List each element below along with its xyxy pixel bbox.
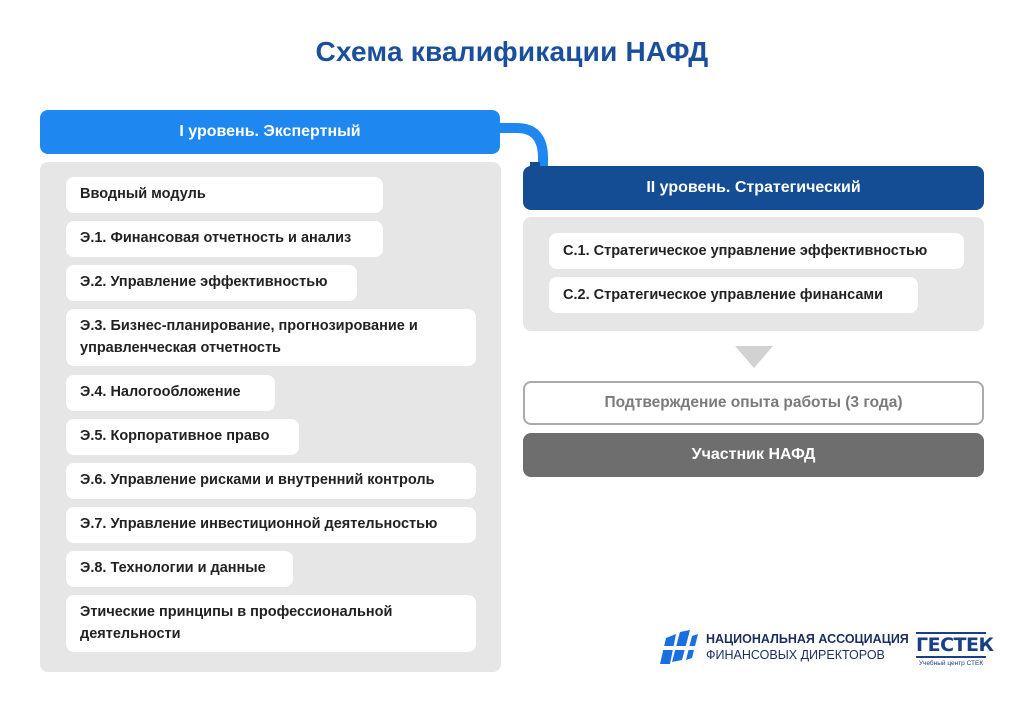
nafd-name-line1: НАЦИОНАЛЬНАЯ АССОЦИАЦИЯ xyxy=(706,632,909,647)
module-e3: Э.3. Бизнес-планирование, прогнозирование и управленческая отчетность xyxy=(66,309,476,366)
module-e1: Э.1. Финансовая отчетность и анализ xyxy=(66,221,383,257)
nafd-logo xyxy=(660,630,909,666)
module-e2: Э.2. Управление эффективностью xyxy=(66,265,357,301)
level-connector xyxy=(495,118,555,170)
module-c2: С.2. Стратегическое управление финансами xyxy=(549,277,918,313)
module-ethics: Этические принципы в профессиональной деятельности xyxy=(66,595,476,652)
page-title: Схема квалификации НАФД xyxy=(315,36,709,67)
experience-requirement: Подтверждение опыта работы (3 года) xyxy=(523,381,984,425)
nafd-emblem-icon xyxy=(660,630,698,666)
module-e7: Э.7. Управление инвестиционной деятельностью xyxy=(66,507,476,543)
level2-header: II уровень. Стратегический xyxy=(523,166,984,210)
stek-mark: ГЕСТЕК xyxy=(916,634,994,656)
member-status: Участник НАФД xyxy=(523,433,984,477)
module-e4: Э.4. Налогообложение xyxy=(66,375,275,411)
down-arrow-icon xyxy=(735,346,773,368)
nafd-name-line2: ФИНАНСОВЫХ ДИРЕКТОРОВ xyxy=(706,648,885,662)
module-intro: Вводный модуль xyxy=(66,177,383,213)
stek-subtitle: Учебный центр СТЕК xyxy=(918,660,984,667)
module-e8: Э.8. Технологии и данные xyxy=(66,551,293,587)
stek-logo xyxy=(916,632,994,667)
module-c1: С.1. Стратегическое управление эффективностью xyxy=(549,233,964,269)
level1-header: I уровень. Экспертный xyxy=(40,110,500,154)
module-e6: Э.6. Управление рисками и внутренний контроль xyxy=(66,463,476,499)
module-e5: Э.5. Корпоративное право xyxy=(66,419,299,455)
